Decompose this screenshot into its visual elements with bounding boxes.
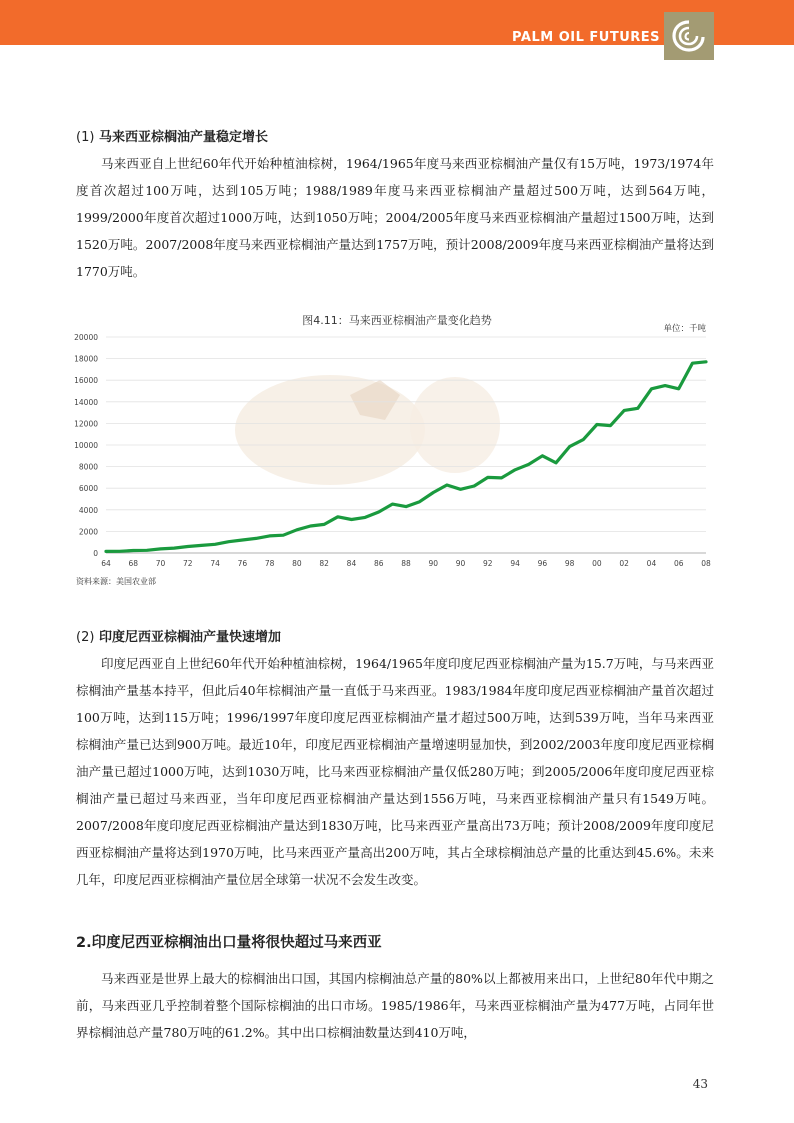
bg-fruit-shape: [410, 377, 500, 473]
header-title: PALM OIL FUTURES: [512, 30, 660, 45]
y-tick-label: 0: [93, 549, 98, 558]
x-tick-label: 84: [346, 559, 357, 568]
y-tick-label: 6000: [78, 484, 98, 494]
x-tick-label: 90: [455, 559, 466, 568]
x-tick-label: 78: [264, 559, 275, 568]
y-tick-label: 14000: [74, 397, 98, 407]
x-tick-label: 72: [183, 559, 193, 568]
x-tick-label: 96: [537, 559, 548, 568]
x-tick-label: 98: [564, 559, 575, 568]
x-tick-label: 06: [673, 559, 684, 568]
x-tick-label: 92: [483, 559, 493, 568]
bg-fruit-shape: [235, 375, 425, 485]
x-tick-label: 82: [319, 559, 329, 568]
chart-unit: 单位：千吨: [663, 324, 706, 334]
x-tick-label: 86: [373, 559, 384, 568]
x-tick-label: 02: [619, 559, 629, 568]
x-tick-label: 08: [701, 559, 711, 568]
x-tick-label: 90: [428, 559, 439, 568]
x-tick-label: 74: [210, 559, 220, 568]
y-tick-label: 16000: [74, 376, 98, 386]
y-tick-label: 4000: [78, 505, 98, 515]
x-tick-label: 76: [237, 559, 248, 568]
x-tick-label: 00: [592, 559, 602, 568]
x-tick-label: 70: [155, 559, 166, 568]
section2-number: (2): [76, 630, 95, 645]
x-tick-label: 94: [510, 559, 520, 568]
section2-title: 印度尼西亚棕榈油产量快速增加: [98, 630, 281, 645]
section-heading-2: 2.印度尼西亚棕榈油出口量将很快超过马来西亚: [76, 935, 382, 951]
y-tick-label: 18000: [74, 354, 98, 364]
section1-title: 马来西亚棕榈油产量稳定增长: [98, 130, 268, 145]
y-tick-label: 12000: [74, 419, 98, 429]
x-tick-label: 88: [401, 559, 411, 568]
chart-source: 资料来源：美国农业部: [76, 577, 156, 586]
section1-paragraph: 马来西亚自上世纪60年代开始种植油棕树，1964/1965年度马来西亚棕榈油产量仅有15万吨，1973/1974年度首次超过100万吨，达到105万吨；1988/1989年度马来西亚棕榈油产量超过500万吨，达到564万吨，1999/2000年度首次超过1000万吨，达到1050万吨；2004/2005年度马来西亚棕榈油产量超过1500万吨，达到1520万吨。2007/2008年度马来西亚棕榈油产量达到1757万吨，预计2008/2009年度马来西亚棕榈油产量将达到1770万吨。: [76, 156, 714, 279]
y-tick-label: 8000: [78, 462, 98, 472]
y-tick-label: 10000: [74, 441, 98, 450]
y-tick-label: 20000: [74, 333, 98, 342]
section1-number: (1): [76, 130, 95, 145]
x-tick-label: 80: [292, 559, 302, 568]
y-tick-label: 2000: [78, 527, 98, 537]
section2-paragraph: 印度尼西亚自上世纪60年代开始种植油棕树，1964/1965年度印度尼西亚棕榈油产量为15.7万吨，与马来西亚棕榈油产量基本持平，但此后40年棕榈油产量一直低于马来西亚。1983/1984年度印度尼西亚棕榈油产量首次超过100万吨，达到115万吨；1996/1997年度印度尼西亚棕榈油产量才超过500万吨，达到539万吨，当年马来西亚棕榈油产量已达到900万吨。最近10年，印度尼西亚棕榈油产量增速明显加快，到2002/2003年度印度尼西亚棕榈油产量已超过1000万吨，达到1030万吨，比马来西亚棕榈油产量仅低280万吨；到2005/2006年度印度尼西亚棕榈油产量已超过马来西亚，当年印度尼西亚棕榈油产量达到1556万吨，马来西亚棕榈油产量只有1549万吨。2007/2008年度印度尼西亚棕榈油产量达到1830万吨，比马来西亚产量高出73万吨；预计2008/2009年度印度尼西亚棕榈油产量将达到1970万吨，比马来西亚产量高出200万吨，其占全球棕榈油总产量的比重达到45.6%。未来几年，印度尼西亚棕榈油产量位居全球第一状况不会发生改变。: [76, 656, 714, 887]
x-tick-label: 04: [646, 559, 657, 568]
chart-title: 图4.11：马来西亚棕榈油产量变化趋势: [302, 314, 492, 327]
x-tick-label: 64: [101, 559, 111, 568]
x-tick-label: 68: [128, 559, 139, 568]
section3-paragraph: 马来西亚是世界上最大的棕榈油出口国，其国内棕榈油总产量的80%以上都被用来出口，上世纪80年代中期之前，马来西亚几乎控制着整个国际棕榈油的出口市场。1985/1986年，马来西亚棕榈油产量为477万吨，占同年世界棕榈油总产量780万吨的61.2%。其中出口棕榈油数量达到410万吨，: [76, 971, 714, 1040]
section2-heading: [76, 626, 281, 645]
page-number: 43: [692, 1077, 708, 1091]
